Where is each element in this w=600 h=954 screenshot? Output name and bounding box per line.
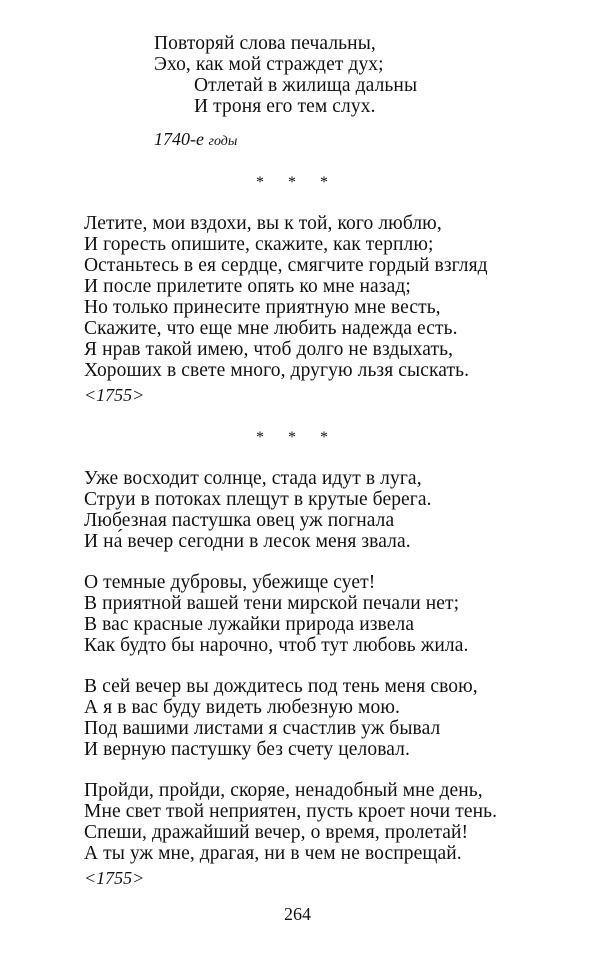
poem1-line-3: Останьтесь в ея сердце, смягчите гордый взгляд [84, 255, 488, 276]
poem1-line-8: Хороших в свете много, другую льзя сыскать. [84, 360, 470, 381]
poem2-stanza2-line-1: О темные дубровы, убежище сует! [84, 572, 376, 593]
poem2-stanza3-line-1: В сей вечер вы дождитесь под тень меня свою, [84, 676, 478, 697]
poem2-stanza1-line-4: И на́ вечер сегодни в лесок меня звала. [84, 531, 411, 552]
fragment-line-2: Эхо, как мой страждет дух; [154, 54, 384, 75]
poem2-stanza2-line-2: В приятной вашей тени мирской печали нет; [84, 593, 460, 614]
fragment-date [154, 128, 237, 153]
fragment-date-word: годы [208, 134, 238, 149]
poem1-line-7: Я нрав такой имею, чтоб долго не вздыхать, [84, 339, 454, 360]
poem2-stanza3-line-2: А я в вас буду видеть любезную мою. [84, 697, 400, 718]
poem2-stanza4-line-1: Пройди, пройди, скоряе, ненадобный мне день, [84, 780, 483, 801]
poem2-stanza4-line-4: А ты уж мне, драгая, ни в чем не воспрещай. [84, 843, 462, 864]
poem2-stanza2-line-4: Как будто бы нарочно, чтоб тут любовь жила. [84, 635, 469, 656]
poem2-date: <1755> [84, 868, 145, 888]
poem1-separator: * * * [256, 174, 338, 191]
fragment-line-4: И троня его тем слух. [194, 96, 376, 117]
page-number: 264 [284, 904, 311, 924]
fragment-line-3: Отлетай в жилища дальны [194, 75, 418, 96]
poem1-line-1: Летите, мои вздохи, вы к той, кого люблю, [84, 213, 442, 234]
fragment-date-number: 1740-е [154, 129, 204, 149]
poem2-stanza4-line-3: Спеши, дражайший вечер, о время, пролетай! [84, 822, 469, 843]
poem2-stanza1-line-3: Любезная пастушка овец уж погнала [84, 510, 395, 531]
poem2-separator: * * * [256, 429, 338, 446]
poem2-stanza1-line-1: Уже восходит солнце, стада идут в луга, [84, 468, 422, 489]
poem1-line-5: Но только принесите приятную мне весть, [84, 297, 441, 318]
poem2-stanza1-line-2: Струи в потоках плещут в крутые берега. [84, 489, 432, 510]
poem2-stanza4-line-2: Мне свет твой неприятен, пусть кроет ночи тень. [84, 801, 498, 822]
poem1-line-6: Скажите, что еще мне любить надежда есть. [84, 318, 458, 339]
poem2-stanza3-line-4: И верную пастушку без счету целовал. [84, 739, 410, 760]
poem1-line-4: И после прилетите опять ко мне назад; [84, 276, 411, 297]
poem1-date: <1755> [84, 385, 145, 405]
poem1-line-2: И горесть опишите, скажите, как терплю; [84, 234, 434, 255]
fragment-line-1: Повторяй слова печальны, [154, 33, 376, 54]
poem2-stanza2-line-3: В вас красные лужайки природа извела [84, 614, 415, 635]
poem2-stanza3-line-3: Под вашими листами я счастлив уж бывал [84, 718, 441, 739]
